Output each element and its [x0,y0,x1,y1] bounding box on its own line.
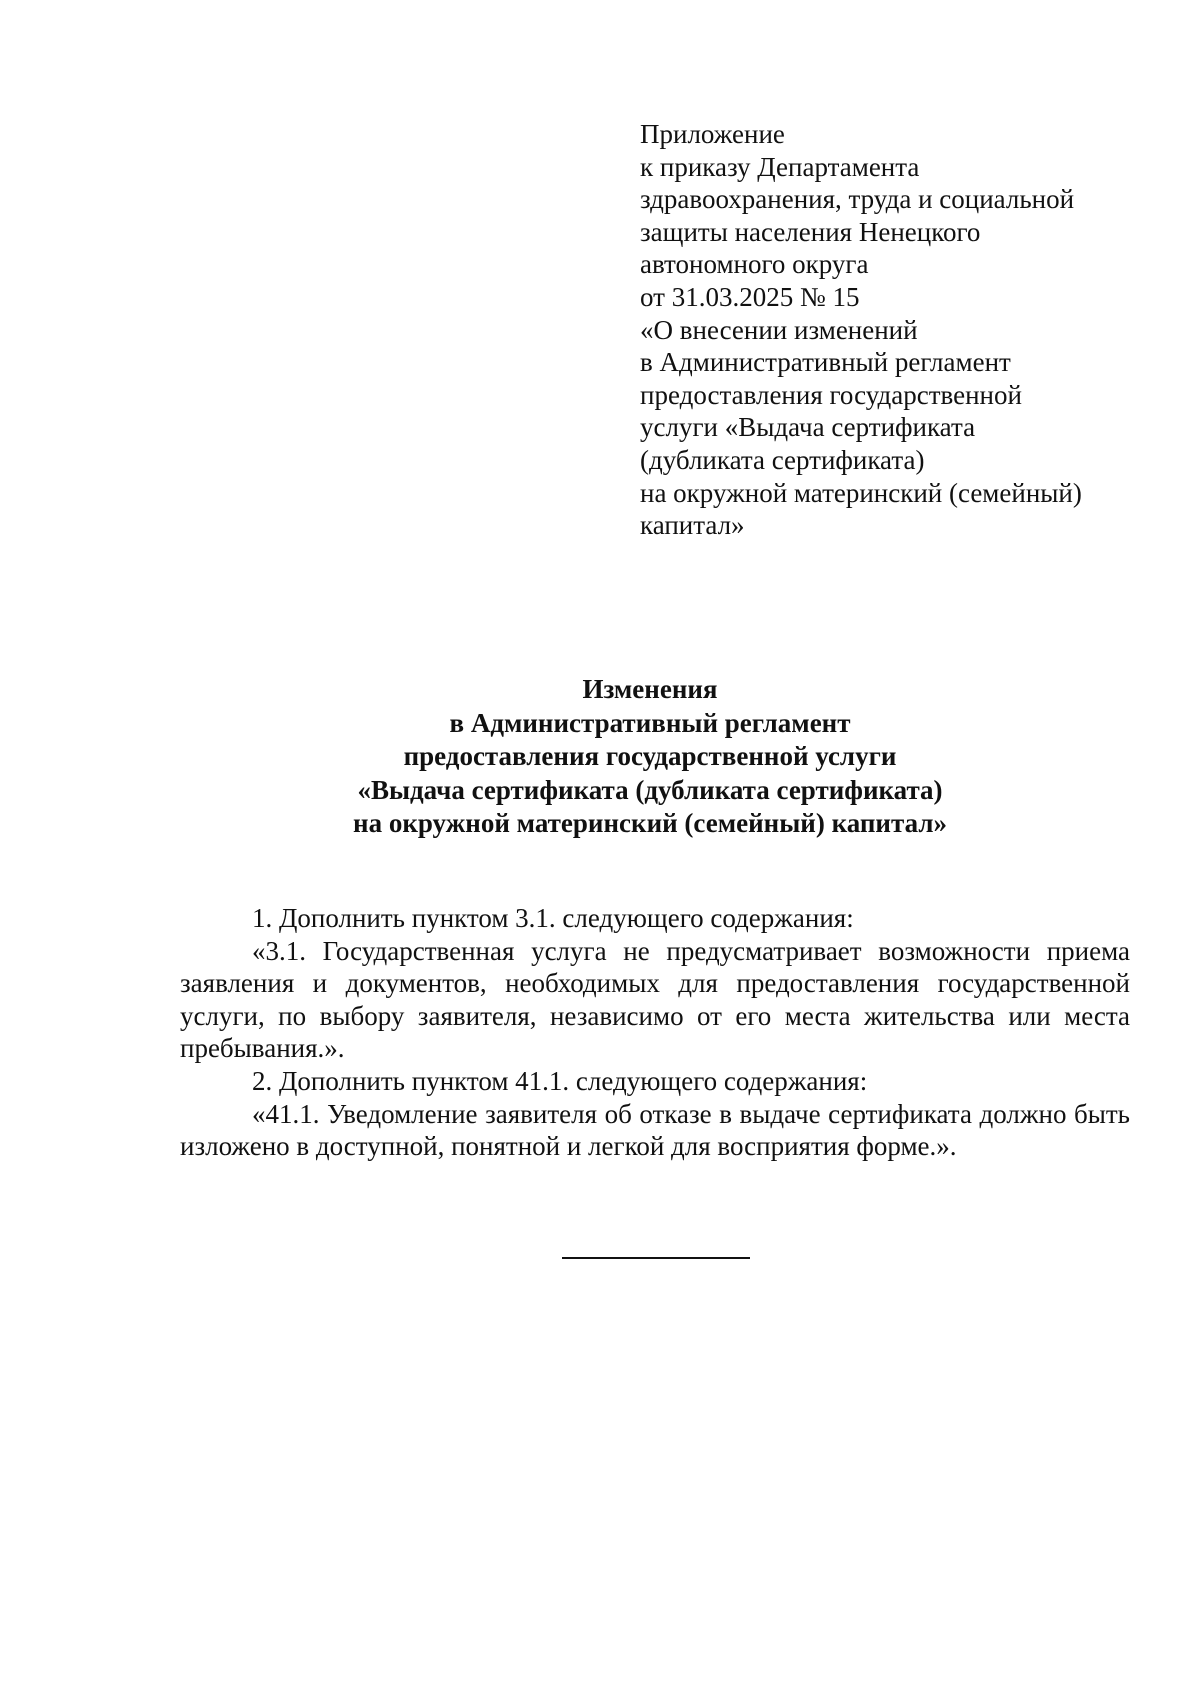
paragraph-item-1: 1. Дополнить пунктом 3.1. следующего содержания: [252,903,854,933]
document-body [180,902,1130,1163]
title-line: предоставления государственной услуги [403,741,897,771]
annex-line: здравоохранения, труда и социальной [640,184,1075,215]
title-line: на окружной материнский (семейный) капитал» [353,808,947,838]
annex-line: от 31.03.2025 № 15 [640,281,860,312]
paragraph-item-2: 2. Дополнить пунктом 41.1. следующего содержания: [252,1065,868,1096]
paragraph-item-2-text: «41.1. Уведомление заявителя об отказе в выдаче сертификата должно быть изложено в доступной, понятной и легкой для восприятия форме.». [180,1098,1130,1162]
annex-line: в Административный регламент [640,347,1011,378]
title-line: в Административный регламент [449,707,851,738]
annex-header-block [640,118,1160,542]
annex-line: капитал» [640,510,745,541]
annex-line: предоставления государственной [640,379,1022,410]
annex-line: к приказу Департамента [640,151,920,182]
annex-line: Приложение [640,119,785,149]
document-title [180,673,1120,841]
annex-line: автономного округа [640,249,869,280]
closing-divider-line [562,1257,750,1259]
annex-line: защиты населения Ненецкого [640,216,981,247]
annex-line: (дубликата сертификата) [640,444,925,475]
title-line: Изменения [582,674,718,704]
annex-line: услуги «Выдача сертификата [640,412,976,443]
paragraph-item-1-text: «3.1. Государственная услуга не предусматривает возможности приема заявления и документов, необходимых для предоставления государственной услуги, по выбору заявителя, независимо от его места жительства или места пребывания.». [180,935,1130,1064]
annex-line: «О внесении изменений [640,314,918,345]
title-line: «Выдача сертификата (дубликата сертификата) [357,774,943,805]
annex-line: на окружной материнский (семейный) [640,477,1082,508]
